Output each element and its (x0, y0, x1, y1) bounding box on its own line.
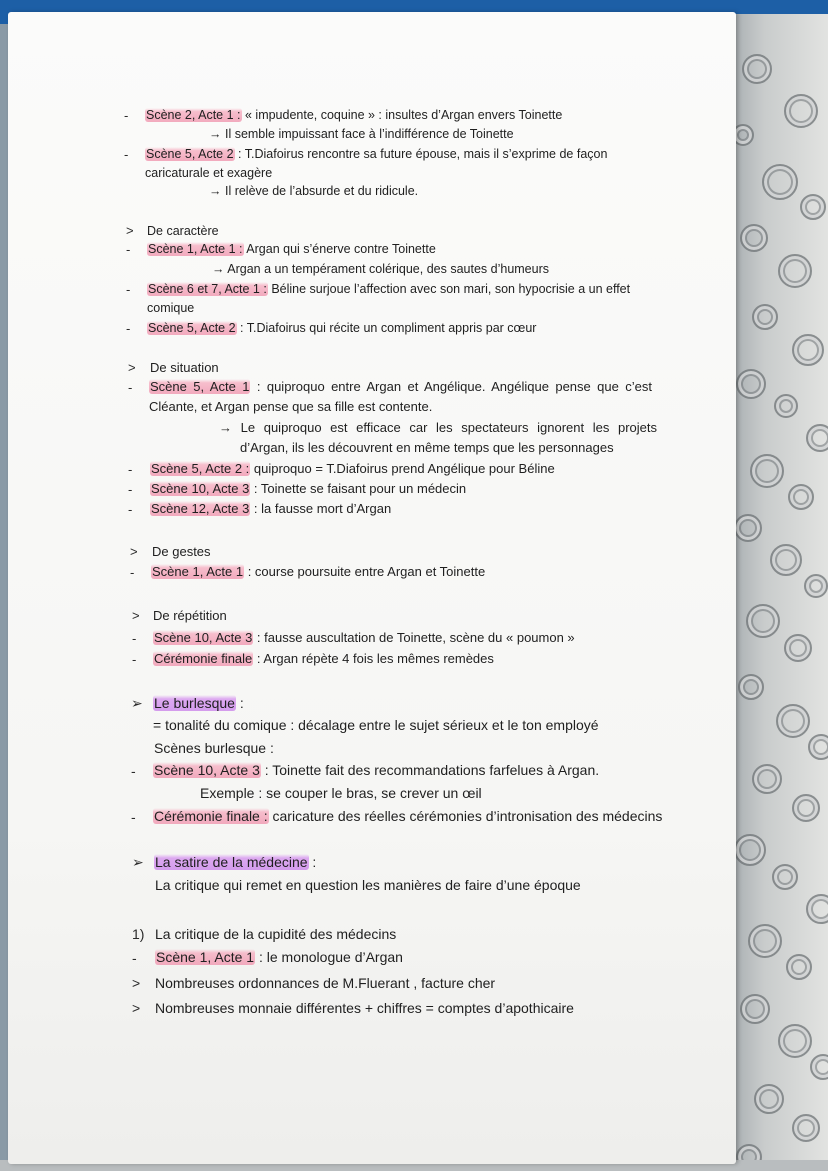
line-p3: Nombreuses ordonnances de M.Fluerant , facture cher (155, 975, 496, 991)
bullet-arrow: > (132, 975, 141, 991)
line-text: caricature des réelles cérémonies d’intronisation des médecins (268, 808, 663, 824)
heading-la-satire (154, 853, 316, 872)
line-b1: = tonalité du comique : décalage entre le sujet sérieux et le ton employé (153, 717, 599, 733)
bullet-dash: - (128, 502, 133, 517)
line-p2 (155, 948, 403, 967)
line-text: : Argan répète 4 fois les mêmes remèdes (253, 651, 494, 666)
line-text: : T.Diafoirus qui récite un compliment appris par cœur (236, 321, 537, 335)
line-b2: Scènes burlesque : (154, 740, 274, 756)
line-b3 (153, 761, 599, 780)
heading-highlight: Le burlesque (154, 695, 235, 711)
scene-ref-highlight: Scène 2, Acte 1 : (146, 108, 241, 122)
bullet-arrow: > (132, 1000, 141, 1016)
line-text: Béline surjoue l’affection avec son mari, son hypocrisie a un effet (267, 282, 631, 296)
line-scene5-acte2 (145, 145, 607, 163)
heading-arrow: > (132, 608, 140, 623)
bullet-dash: - (128, 462, 133, 477)
line-c3 (147, 280, 630, 298)
line-text: quiproquo = T.Diafoirus prend Angélique pour Béline (250, 461, 555, 476)
bullet-dash: - (126, 242, 131, 257)
line-r2 (153, 650, 494, 668)
heading-de-caractere: De caractère (147, 224, 219, 238)
line-text: : le monologue d’Argan (255, 949, 403, 965)
line-text: : quiproquo entre Argan et Angélique. Angélique pense que c’est (250, 379, 652, 394)
bullet-dash: - (126, 282, 131, 297)
list-number: 1) (132, 926, 145, 942)
line-text: : Toinette se faisant pour un médecin (250, 481, 467, 496)
heading-arrow: > (126, 223, 134, 238)
heading-arrow: > (128, 360, 136, 375)
scene-ref-highlight: Scène 6 et 7, Acte 1 : (148, 282, 267, 296)
line-c5 (147, 319, 536, 337)
scene-ref-highlight: Scène 5, Acte 2 (146, 147, 234, 161)
line-s1 (149, 378, 652, 396)
line-s5 (150, 460, 555, 478)
line-text: : (235, 695, 244, 711)
scene-ref-highlight: Scène 1, Acte 1 (156, 949, 255, 965)
line-caricaturale: caricaturale et exagère (145, 166, 273, 180)
line-scene2-acte1 (145, 106, 562, 124)
scene-ref-highlight: Cérémonie finale : (154, 808, 268, 824)
line-s6 (150, 480, 466, 498)
line-text: : Toinette fait des recommandations farfelues à Argan. (260, 762, 600, 778)
line-g1 (151, 563, 485, 581)
line-text: : la fausse mort d’Argan (250, 501, 392, 516)
heading-de-gestes: De gestes (152, 544, 211, 559)
line-b4: Exemple : se couper le bras, se crever un œil (200, 785, 482, 801)
line-s4: d’Argan, ils les découvrent en même temps que les personnages (240, 440, 614, 455)
scene-ref-highlight: Scène 10, Acte 3 (154, 762, 260, 778)
line-sa1: La critique qui remet en question les manières de faire d’une époque (155, 877, 581, 893)
bullet-dash: - (132, 652, 137, 667)
heading-arrow: > (130, 544, 138, 559)
scene-ref-highlight: Scène 5, Acte 2 (148, 321, 236, 335)
line-c2: → Argan a un tempérament colérique, des sautes d’humeurs (212, 262, 549, 276)
heading-bold-arrow: ➢ (132, 854, 144, 870)
line-p4: Nombreuses monnaie différentes + chiffres = comptes d’apothicaire (155, 1000, 574, 1016)
line-c4: comique (147, 301, 195, 315)
line-arrow-impuissant: → Il semble impuissant face à l’indifférence de Toinette (209, 127, 514, 141)
line-c1 (147, 240, 436, 258)
heading-de-situation: De situation (150, 360, 219, 375)
bullet-dash: - (131, 763, 136, 779)
line-r1 (153, 629, 575, 647)
line-text: : course poursuite entre Argan et Toinette (244, 564, 486, 579)
scene-ref-highlight: Scène 1, Acte 1 (152, 564, 244, 579)
bullet-dash: - (132, 631, 137, 646)
bullet-dash: - (128, 380, 133, 395)
line-text: : fausse auscultation de Toinette, scène du « poumon » (253, 630, 575, 645)
heading-highlight: La satire de la médecine (155, 854, 308, 870)
line-text: : (308, 854, 317, 870)
bullet-dash: - (124, 147, 129, 162)
scene-ref-highlight: Scène 5, Acte 1 (150, 379, 250, 394)
line-p1: La critique de la cupidité des médecins (155, 926, 397, 942)
heading-de-repetition: De répétition (153, 608, 227, 623)
line-b5 (153, 807, 662, 826)
scene-ref-highlight: Cérémonie finale (154, 651, 253, 666)
scene-ref-highlight: Scène 10, Acte 3 (154, 630, 253, 645)
heading-le-burlesque (153, 694, 244, 713)
line-text: Argan qui s’énerve contre Toinette (243, 242, 436, 256)
bullet-dash: - (126, 321, 131, 336)
line-s2: Cléante, et Argan pense que sa fille est contente. (149, 399, 433, 414)
scene-ref-highlight: Scène 10, Acte 3 (151, 481, 250, 496)
bullet-dash: - (130, 565, 135, 580)
bullet-dash: - (131, 809, 136, 825)
bullet-dash: - (124, 108, 129, 123)
scene-ref-highlight: Scène 1, Acte 1 : (148, 242, 243, 256)
scene-ref-highlight: Scène 12, Acte 3 (151, 501, 250, 516)
line-text: « impudente, coquine » : insultes d’Argan envers Toinette (241, 108, 563, 122)
heading-bold-arrow: ➢ (131, 695, 143, 711)
bullet-dash: - (128, 482, 133, 497)
scene-ref-highlight: Scène 5, Acte 2 : (151, 461, 250, 476)
line-s3: → Le quiproquo est efficace car les spectateurs ignorent les projets (219, 420, 657, 435)
bullet-dash: - (132, 950, 137, 966)
line-arrow-absurde: → Il relève de l’absurde et du ridicule. (209, 184, 419, 198)
line-s7 (150, 500, 391, 518)
line-text: : T.Diafoirus rencontre sa future épouse, mais il s’exprime de façon (234, 147, 608, 161)
